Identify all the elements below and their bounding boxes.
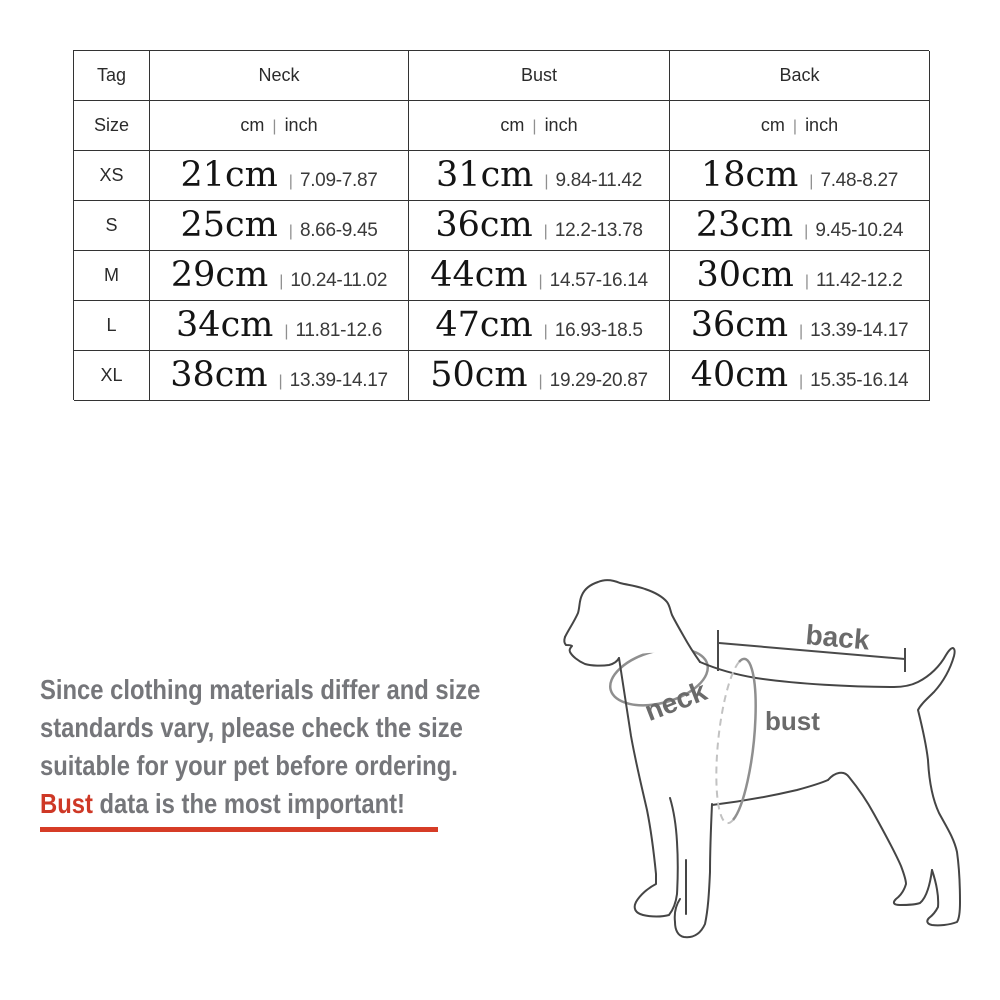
value-cm: 36cm bbox=[690, 305, 789, 345]
value-separator: | bbox=[799, 323, 804, 340]
size-table bbox=[73, 50, 929, 400]
table-header-tag: Tag bbox=[74, 51, 150, 101]
value-cm: 50cm bbox=[430, 355, 528, 395]
cell-m-neck bbox=[150, 251, 409, 301]
value-separator: | bbox=[809, 173, 814, 190]
value-cm: 34cm bbox=[176, 305, 274, 345]
value-separator: | bbox=[288, 223, 293, 240]
bust-girth-solid bbox=[733, 659, 756, 820]
value-inch: 14.57-16.14 bbox=[549, 270, 648, 291]
value-inch: 16.93-18.5 bbox=[554, 320, 643, 341]
value-separator: | bbox=[288, 173, 293, 190]
note-line: Since clothing materials differ and size bbox=[40, 674, 481, 705]
value-inch: 13.39-14.17 bbox=[289, 370, 388, 391]
value-inch: 9.45-10.24 bbox=[815, 220, 904, 241]
cell-l-neck bbox=[150, 301, 409, 351]
value-cm: 38cm bbox=[170, 355, 268, 395]
note-highlight: Bust bbox=[40, 788, 93, 819]
value-inch: 13.39-14.17 bbox=[810, 320, 909, 341]
value-cm: 29cm bbox=[170, 255, 269, 295]
value-cm: 18cm bbox=[700, 155, 799, 195]
cell-xl-back bbox=[670, 351, 930, 401]
value-inch: 9.84-11.42 bbox=[555, 170, 642, 191]
value-separator: | bbox=[804, 223, 809, 240]
value-inch: 12.2-13.78 bbox=[554, 220, 643, 241]
cell-l-back bbox=[670, 301, 930, 351]
value-separator: | bbox=[799, 373, 804, 390]
value-cm: 40cm bbox=[690, 355, 789, 395]
value-cm: 30cm bbox=[696, 255, 794, 295]
dog-head-fill bbox=[564, 580, 700, 666]
bust-label: bust bbox=[765, 706, 820, 736]
value-separator: | bbox=[538, 373, 543, 390]
bust-girth-dashed bbox=[716, 662, 739, 823]
cell-xs-neck bbox=[150, 151, 409, 201]
unit-inch: inch bbox=[544, 115, 578, 135]
cell-m-bust bbox=[409, 251, 670, 301]
value-separator: | bbox=[543, 223, 548, 240]
value-cm: 25cm bbox=[180, 205, 278, 245]
unit-cell-neck bbox=[150, 101, 409, 151]
size-label-m: M bbox=[74, 251, 150, 301]
value-separator: | bbox=[278, 373, 283, 390]
table-header-bust: Bust bbox=[409, 51, 670, 101]
value-inch: 11.42-12.2 bbox=[816, 270, 903, 291]
sizing-note bbox=[40, 671, 640, 823]
cell-m-back bbox=[670, 251, 930, 301]
unit-cell-back bbox=[670, 101, 930, 151]
table-header-neck: Neck bbox=[150, 51, 409, 101]
table-header-size: Size bbox=[74, 101, 150, 151]
cell-xs-back bbox=[670, 151, 930, 201]
size-label-l: L bbox=[74, 301, 150, 351]
unit-separator: | bbox=[532, 118, 537, 135]
value-cm: 23cm bbox=[695, 205, 794, 245]
value-inch: 19.29-20.87 bbox=[549, 370, 648, 391]
cell-xs-bust bbox=[409, 151, 670, 201]
size-label-s: S bbox=[74, 201, 150, 251]
unit-separator: | bbox=[792, 118, 798, 135]
note-text bbox=[40, 671, 550, 823]
cell-xl-neck bbox=[150, 351, 409, 401]
unit-cm: cm bbox=[240, 115, 265, 135]
back-label: back bbox=[804, 619, 871, 656]
unit-cm: cm bbox=[500, 115, 525, 135]
value-cm: 36cm bbox=[435, 205, 533, 245]
unit-separator: | bbox=[272, 118, 277, 135]
unit-cell-bust bbox=[409, 101, 670, 151]
value-inch: 15.35-16.14 bbox=[810, 370, 909, 391]
note-line-rest: data is the most important! bbox=[92, 788, 405, 819]
cell-s-back bbox=[670, 201, 930, 251]
value-inch: 8.66-9.45 bbox=[299, 220, 378, 241]
value-separator: | bbox=[804, 273, 810, 290]
cell-xl-bust bbox=[409, 351, 670, 401]
cell-s-neck bbox=[150, 201, 409, 251]
size-label-xs: XS bbox=[74, 151, 150, 201]
value-separator: | bbox=[279, 273, 284, 290]
value-inch: 7.48-8.27 bbox=[820, 170, 899, 191]
note-line: standards vary, please check the size bbox=[40, 712, 463, 743]
unit-inch: inch bbox=[284, 115, 318, 135]
value-inch: 10.24-11.02 bbox=[290, 270, 388, 291]
value-separator: | bbox=[284, 323, 289, 340]
note-line: suitable for your pet before ordering. bbox=[40, 750, 458, 781]
value-cm: 31cm bbox=[436, 155, 534, 195]
cell-s-bust bbox=[409, 201, 670, 251]
value-separator: | bbox=[543, 323, 548, 340]
cell-l-bust bbox=[409, 301, 670, 351]
value-separator: | bbox=[544, 173, 549, 190]
table-header-back: Back bbox=[670, 51, 930, 101]
red-underline bbox=[40, 827, 438, 832]
unit-inch: inch bbox=[805, 115, 839, 135]
value-cm: 21cm bbox=[180, 155, 278, 195]
value-inch: 7.09-7.87 bbox=[299, 170, 378, 191]
note-line bbox=[40, 785, 550, 823]
value-cm: 44cm bbox=[430, 255, 528, 295]
neck-label: neck bbox=[640, 675, 711, 728]
dog-measurement-diagram bbox=[552, 558, 982, 948]
value-inch: 11.81-12.6 bbox=[295, 320, 382, 341]
unit-cm: cm bbox=[760, 115, 785, 135]
value-cm: 47cm bbox=[435, 305, 533, 345]
value-separator: | bbox=[538, 273, 543, 290]
size-label-xl: XL bbox=[74, 351, 150, 401]
